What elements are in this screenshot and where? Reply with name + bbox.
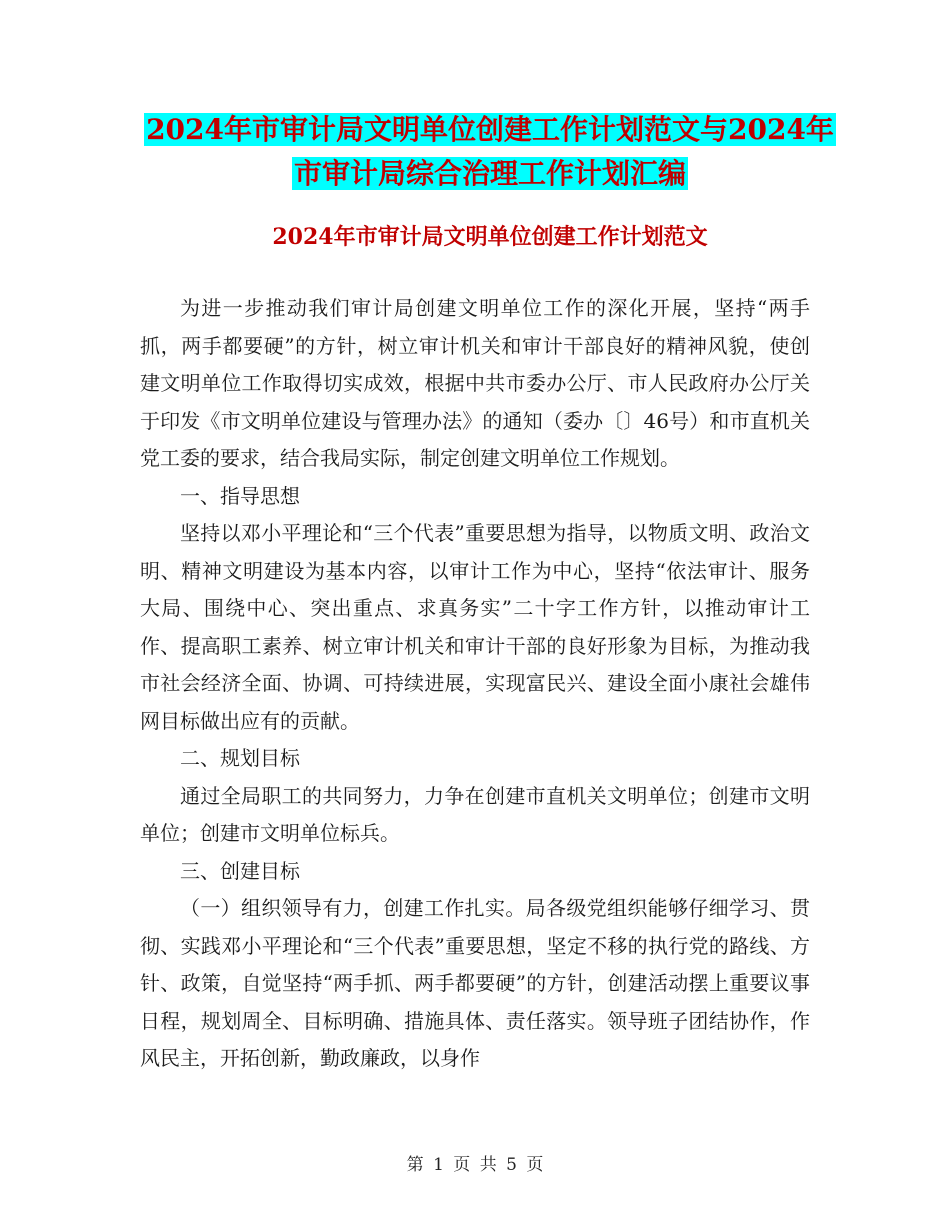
section-subtitle: 2024年市审计局文明单位创建工作计划范文 (272, 224, 708, 250)
paragraph-intro: 为进一步推动我们审计局创建文明单位工作的深化开展，坚持“两手抓，两手都要硬”的方针，树立审计机关和审计干部良好的精神风貌，使创建文明单位工作取得切实成效，根据中共市委办公厅、市人民政府办公厅关于印发《市文明单位建设与管理办法》的通知（委办〔〕46号）和市直机关党工委的要求，结合我局实际，制定创建文明单位工作规划。 (140, 296, 810, 470)
heading-creation-goals: 三、创建目标 (180, 858, 300, 883)
title-line-1: 2024年市审计局文明单位创建工作计划范文与2024年 (146, 113, 834, 146)
page-number: 第 1 页 共 5 页 (406, 1155, 544, 1175)
paragraph-planning-goals: 通过全局职工的共同努力，力争在创建市直机关文明单位；创建市文明单位；创建市文明单位标兵。 (140, 783, 810, 845)
document-title (140, 108, 840, 196)
heading-planning-goals: 二、规划目标 (180, 746, 300, 770)
heading-guiding-ideology: 一、指导思想 (180, 483, 300, 508)
document-body (140, 290, 810, 1078)
paragraph-guiding-ideology: 坚持以邓小平理论和“三个代表”重要思想为指导，以物质文明、政治文明、精神文明建设为基本内容，以审计工作为中心，坚持“依法审计、服务大局、围绕中心、突出重点、求真务实”二十字工作方针，以推动审计工作、提高职工素养、树立审计机关和审计干部的良好形象为目标，为推动我市社会经济全面、协调、可持续进展，实现富民兴、建设全面小康社会雄伟网目标做出应有的贡献。 (140, 521, 810, 733)
title-line-2: 市审计局综合治理工作计划汇编 (293, 157, 686, 190)
paragraph-creation-goals: （一）组织领导有力，创建工作扎实。局各级党组织能够仔细学习、贯彻、实践邓小平理论和“三个代表”重要思想，坚定不移的执行党的路线、方针、政策，自觉坚持“两手抓、两手都要硬”的方针，创建活动摆上重要议事日程，规划周全、目标明确、措施具体、责任落实。领导班子团结协作，作风民主，开拓创新，勤政廉政，以身作 (140, 896, 810, 1070)
